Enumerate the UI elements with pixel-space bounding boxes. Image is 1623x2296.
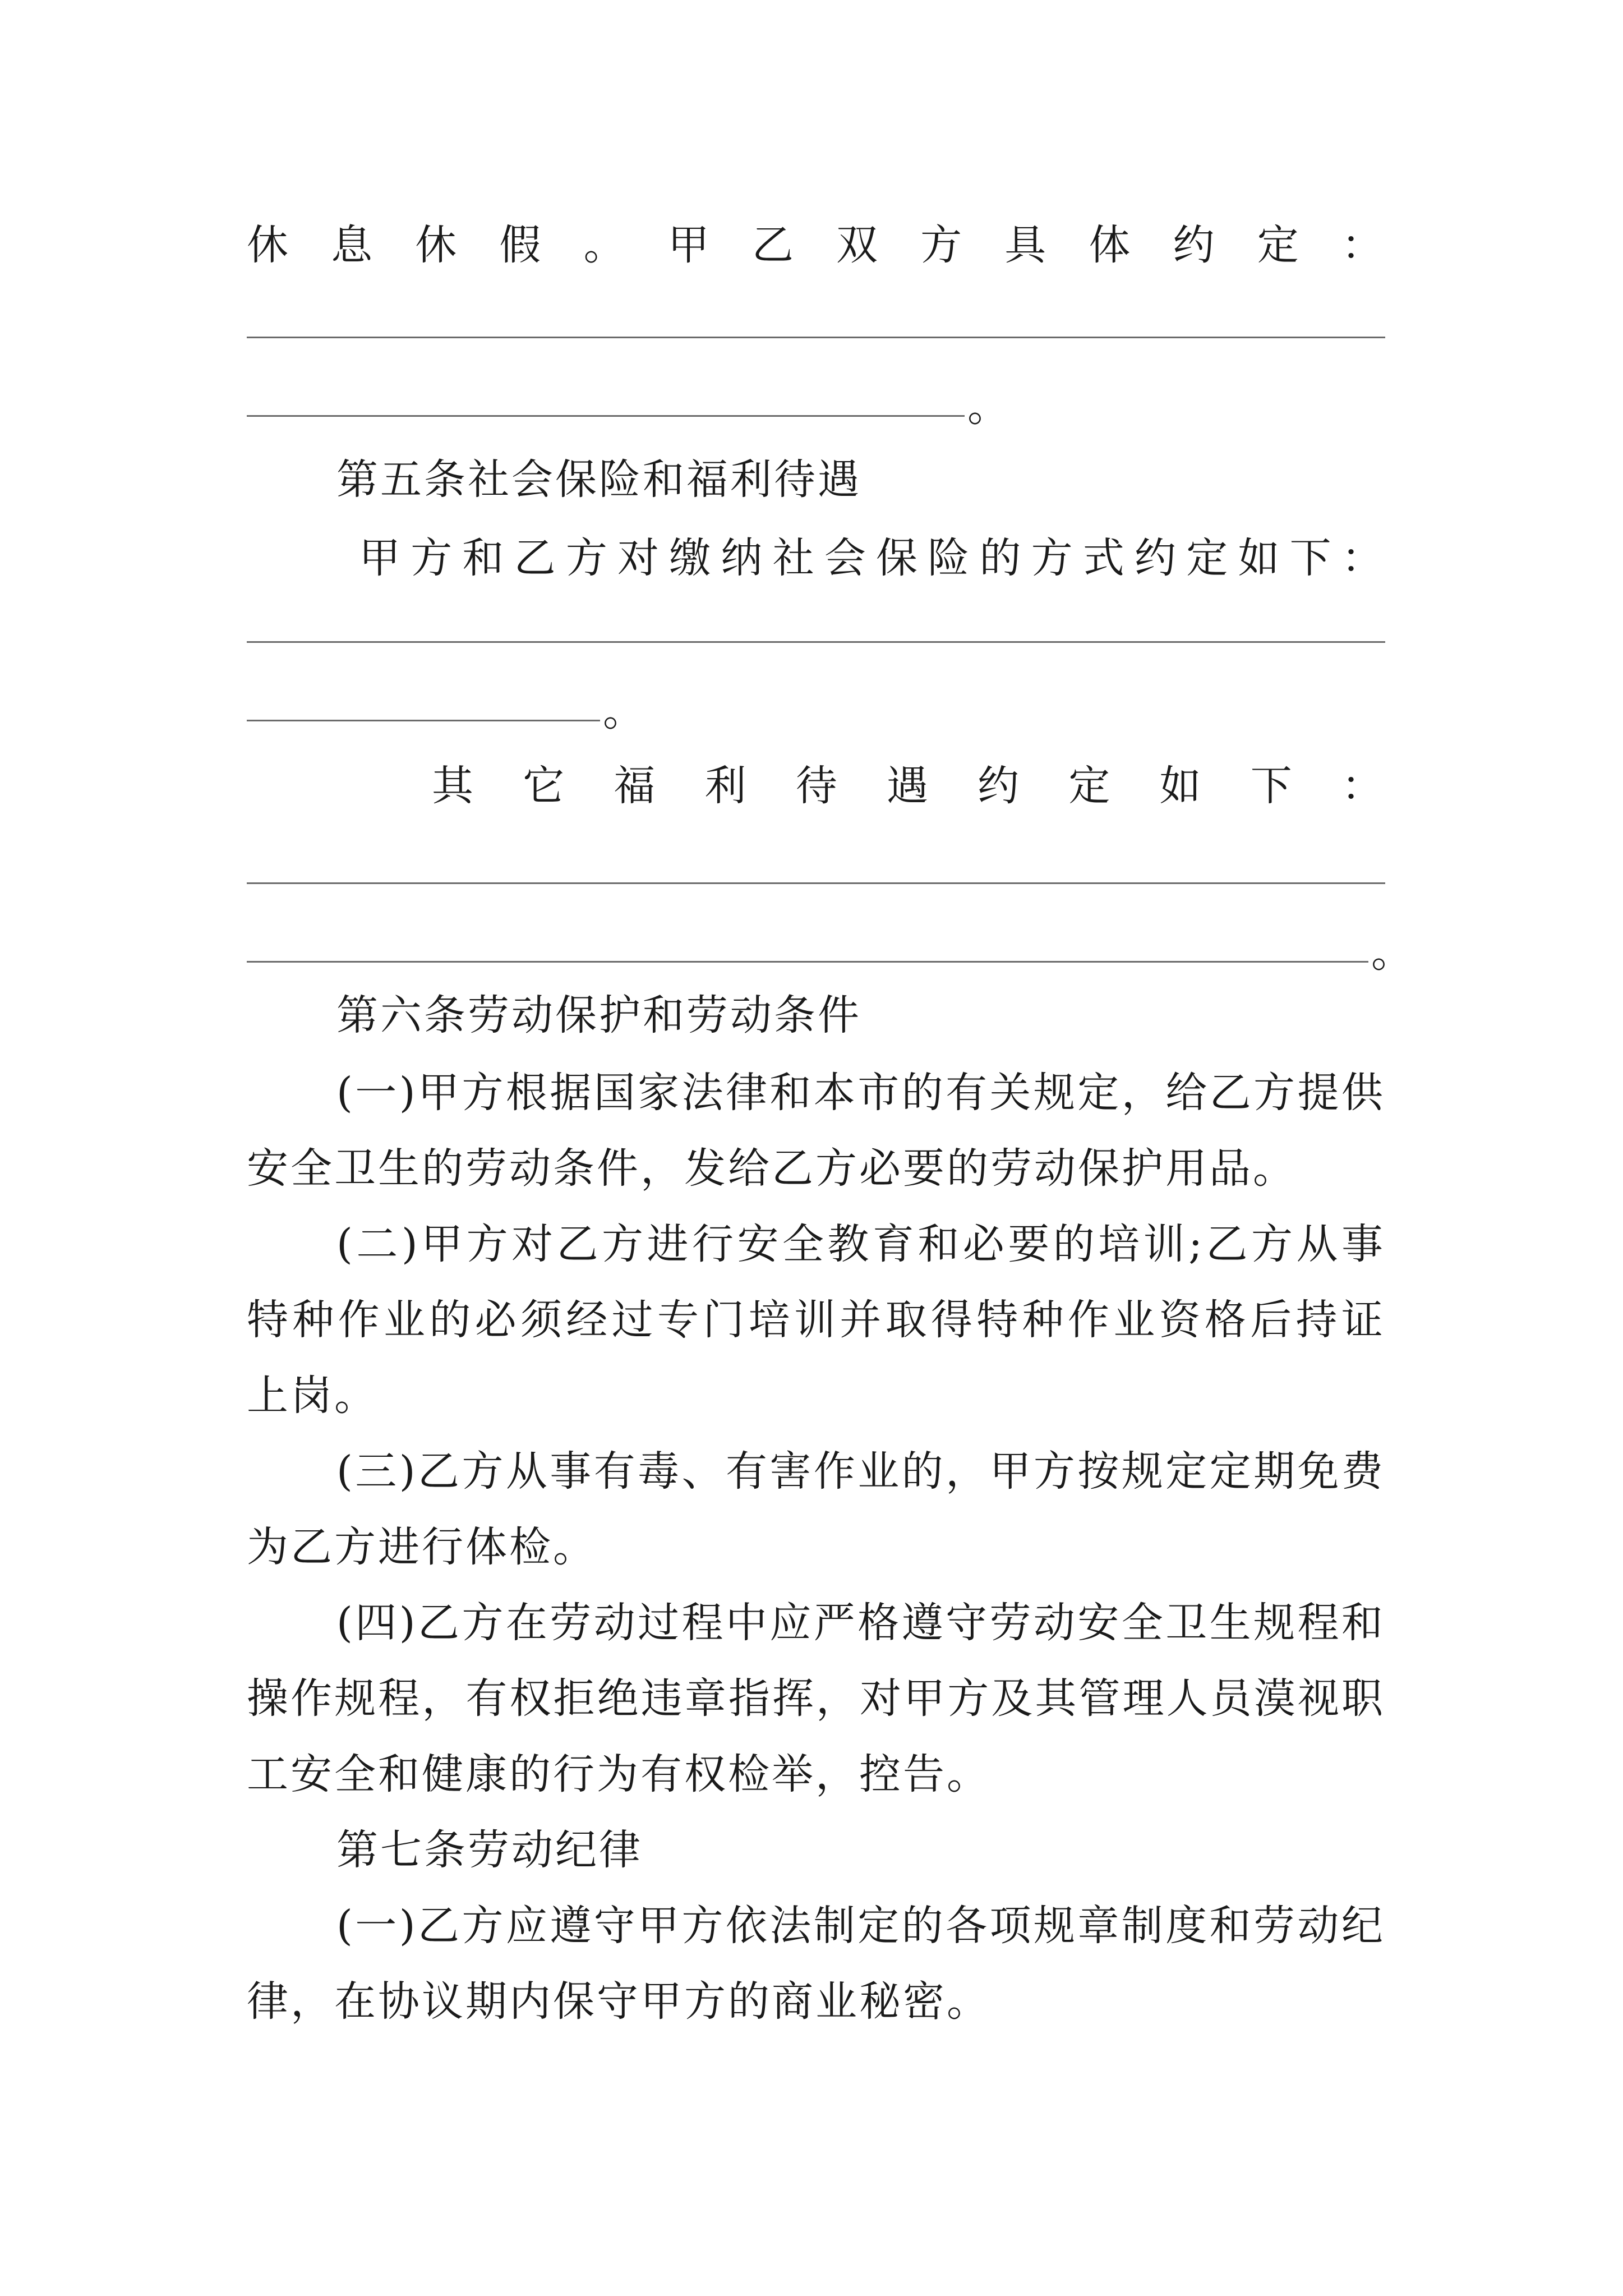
section-6-item-2-line-3: 上岗。 (247, 1372, 378, 1420)
text-char: 守 (946, 1599, 990, 1647)
text-char: 对 (860, 1674, 904, 1723)
text-char: 式 (1082, 534, 1127, 582)
text-char: 方 (462, 1599, 506, 1647)
text-char: 。 (1253, 1144, 1297, 1193)
text-char: 有 (725, 1447, 769, 1496)
text-char: 甲 (359, 534, 403, 582)
text-char: 定 (1068, 762, 1113, 810)
text-char: 作 (291, 1674, 335, 1723)
text-char: 休 (247, 221, 291, 269)
text-char: 方 (1253, 1069, 1298, 1117)
text-char: 格 (1204, 1296, 1248, 1344)
text-char: 乙 (418, 1447, 462, 1496)
text-char: 件 (597, 1144, 640, 1193)
text-char: 规 (1121, 1447, 1165, 1496)
text-char: 的 (947, 1144, 990, 1193)
text-char: 关 (989, 1069, 1034, 1117)
text-char: 甲 (989, 1447, 1034, 1496)
text-char: 遵 (550, 1902, 594, 1950)
text-char: 全 (1121, 1599, 1165, 1647)
text-char: 法 (769, 1902, 814, 1950)
text-char: 得 (930, 1296, 975, 1344)
text-char: 理 (1122, 1674, 1166, 1723)
text-char: 甲 (638, 1902, 682, 1950)
period-mark: 。 (967, 383, 1009, 431)
text-char: 训 (1143, 1220, 1187, 1268)
text-char: 进 (647, 1220, 691, 1268)
text-char: 如 (1159, 762, 1204, 810)
text-char: 劳 (550, 1599, 594, 1647)
text-char: 过 (611, 1296, 656, 1344)
text-char: 度 (1165, 1902, 1210, 1950)
text-char: 保 (876, 534, 920, 582)
text-char: 用 (1165, 1144, 1209, 1193)
text-char: 作 (338, 1296, 382, 1344)
text-char: 定 (1257, 221, 1301, 269)
text-char: 种 (1022, 1296, 1066, 1344)
text-char: 定 (1209, 1447, 1253, 1496)
text-char: 下 (1250, 762, 1294, 810)
text-char: 动 (1297, 1902, 1341, 1950)
text-char: 如 (1238, 534, 1282, 582)
text-char: 国 (593, 1069, 638, 1117)
text-char: 的 (979, 534, 1023, 582)
text-char: 动 (1034, 1144, 1078, 1193)
text-char: 的 (422, 1144, 465, 1193)
text-char: 条 (553, 1144, 597, 1193)
text-char: 权 (509, 1674, 554, 1723)
text-char: 特 (247, 1296, 291, 1344)
text-char: 乙 (772, 1144, 815, 1193)
text-char: 安 (247, 1144, 291, 1193)
text-char: 规 (1033, 1902, 1077, 1950)
text-char: 乙 (751, 221, 796, 269)
text-char: ) (401, 1220, 420, 1268)
text-char: ， (1121, 1069, 1165, 1117)
text-char: 要 (1008, 1220, 1052, 1268)
text-char: 具 (1004, 221, 1049, 269)
text-char: 业 (1113, 1296, 1158, 1344)
text-char: 它 (523, 762, 567, 810)
text-char: 作 (813, 1447, 857, 1496)
section-6-item-3-line-1 (336, 1441, 1385, 1502)
text-char: 动 (509, 1144, 553, 1193)
text-char: 遇 (886, 762, 930, 810)
text-char: 。 (583, 221, 628, 269)
text-char: 待 (795, 762, 840, 810)
blank-rule (247, 961, 1368, 963)
text-char: 人 (1166, 1674, 1210, 1723)
text-char: 应 (769, 1599, 814, 1647)
text-char: 全 (782, 1220, 826, 1268)
text-char: 取 (885, 1296, 929, 1344)
section-6-item-2-line-2 (247, 1289, 1385, 1351)
section-6-title: 第六条劳动保护和劳动条件 (336, 991, 861, 1039)
text-char: 的 (429, 1296, 473, 1344)
blank-rule (247, 882, 1385, 884)
text-char: 发 (684, 1144, 728, 1193)
text-char: 缴 (669, 534, 713, 582)
text-char: 经 (566, 1296, 610, 1344)
text-char: 三 (355, 1447, 399, 1496)
text-char: ( (336, 1069, 355, 1117)
text-char: 训 (794, 1296, 838, 1344)
text-char: 护 (1122, 1144, 1165, 1193)
period-mark: 。 (603, 687, 644, 735)
text-char: 必 (962, 1220, 1007, 1268)
text-char: 利 (704, 762, 749, 810)
text-char: 供 (1341, 1069, 1385, 1117)
section-7-item-1-line-2: 律，在协议期内保守甲方的商业秘密。 (247, 1977, 990, 2026)
text-char: 特 (976, 1296, 1021, 1344)
text-char: 有 (465, 1674, 510, 1723)
text-char: 规 (1033, 1069, 1077, 1117)
text-char: 提 (1297, 1069, 1341, 1117)
text-char: 方 (815, 1144, 859, 1193)
text-char: 要 (903, 1144, 947, 1193)
text-char: 家 (638, 1069, 682, 1117)
text-char: 二 (356, 1220, 400, 1268)
text-char: 双 (836, 221, 880, 269)
text-char: 和 (769, 1069, 814, 1117)
text-char: 对 (511, 1220, 556, 1268)
text-char: 的 (901, 1069, 946, 1117)
text-char: 假 (499, 221, 543, 269)
text-char: 方 (462, 1069, 506, 1117)
text-char: 下 (1289, 534, 1334, 582)
text-char: 劳 (1253, 1902, 1298, 1950)
social-insurance-line (359, 527, 1385, 589)
text-char: 方 (1251, 1220, 1295, 1268)
text-char: 业 (383, 1296, 427, 1344)
text-char: 休 (415, 221, 459, 269)
text-char: 守 (593, 1902, 638, 1950)
text-char: ： (1341, 221, 1385, 269)
text-char: ： (1341, 762, 1385, 810)
text-char: 从 (505, 1447, 550, 1496)
text-char: 乙 (556, 1220, 601, 1268)
text-char: 种 (292, 1296, 336, 1344)
text-char: 约 (1135, 534, 1179, 582)
text-char: 管 (1078, 1674, 1123, 1723)
section-7-item-1-line-1 (336, 1895, 1385, 1957)
text-char: 据 (550, 1069, 594, 1117)
blank-rule (247, 641, 1385, 643)
text-char: 严 (813, 1599, 857, 1647)
text-char: 险 (928, 534, 972, 582)
text-char: 及 (991, 1674, 1035, 1723)
text-char: 必 (859, 1144, 903, 1193)
text-char: 定 (1165, 1447, 1210, 1496)
text-char: 定 (1077, 1069, 1122, 1117)
text-char: 劳 (989, 1599, 1034, 1647)
text-char: 约 (1173, 221, 1217, 269)
text-char: 、 (681, 1447, 726, 1496)
text-char: 品 (1209, 1144, 1253, 1193)
text-char: 视 (1297, 1674, 1341, 1723)
text-char: 程 (681, 1599, 726, 1647)
text-char: 的 (901, 1902, 946, 1950)
text-char: ; (1188, 1220, 1205, 1268)
text-char: ， (422, 1674, 466, 1723)
section-6-item-1-line-1 (336, 1062, 1385, 1124)
text-char: 的 (901, 1447, 946, 1496)
text-char: 甲 (667, 221, 712, 269)
text-char: 律 (725, 1069, 769, 1117)
text-char: 须 (520, 1296, 564, 1344)
text-char: 方 (947, 1674, 992, 1723)
text-char: 害 (769, 1447, 814, 1496)
text-char: 教 (827, 1220, 872, 1268)
text-char: 给 (728, 1144, 772, 1193)
text-char: 业 (857, 1447, 902, 1496)
text-char: 专 (657, 1296, 701, 1344)
text-char: 福 (614, 762, 658, 810)
text-char: 定 (1186, 534, 1230, 582)
text-char: ) (399, 1902, 418, 1950)
text-char: 社 (772, 534, 817, 582)
text-char: 方 (565, 534, 610, 582)
text-char: 乙 (1206, 1220, 1250, 1268)
text-char: 制 (813, 1902, 857, 1950)
text-char: ， (816, 1674, 860, 1723)
text-char: 一 (355, 1069, 399, 1117)
text-char: 费 (1341, 1447, 1385, 1496)
text-char: 免 (1297, 1447, 1341, 1496)
text-char: 有 (593, 1447, 638, 1496)
text-char: 挥 (772, 1674, 816, 1723)
text-char: 其 (432, 762, 476, 810)
text-char: 方 (462, 1902, 506, 1950)
text-char: 指 (728, 1674, 772, 1723)
section-6-item-2-line-1 (336, 1213, 1385, 1275)
text-char: 其 (1035, 1674, 1079, 1723)
text-char: 本 (813, 1069, 857, 1117)
text-char: 员 (1210, 1674, 1254, 1723)
section-5-title: 第五条社会保险和福利待遇 (336, 455, 861, 504)
text-char: 一 (355, 1902, 399, 1950)
section-6-item-4-line-3: 工安全和健康的行为有权检举，控告。 (247, 1750, 990, 1798)
text-char: 章 (1077, 1902, 1122, 1950)
text-char: 方 (1033, 1447, 1077, 1496)
text-char: 会 (824, 534, 868, 582)
text-char: 按 (1077, 1447, 1122, 1496)
period-mark: 。 (1371, 928, 1413, 977)
section-6-item-4-line-2 (247, 1668, 1385, 1729)
text-char: 全 (291, 1144, 334, 1193)
section-6-item-1-line-2 (247, 1138, 1297, 1199)
text-char: 和 (1209, 1902, 1253, 1950)
text-char: 期 (1253, 1447, 1298, 1496)
text-char: 规 (334, 1674, 379, 1723)
text-char: 过 (638, 1599, 682, 1647)
text-char: 漠 (1253, 1674, 1298, 1723)
text-char: 生 (378, 1144, 422, 1193)
text-char: ( (336, 1447, 355, 1496)
text-char: 毒 (638, 1447, 682, 1496)
text-char: ： (1341, 534, 1385, 582)
text-char: 和 (462, 534, 506, 582)
text-char: 遵 (901, 1599, 946, 1647)
text-char: 体 (1089, 221, 1133, 269)
text-char: 拒 (553, 1674, 597, 1723)
text-char: 规 (1253, 1599, 1298, 1647)
text-char: 给 (1165, 1069, 1210, 1117)
text-char: 劳 (465, 1144, 509, 1193)
blank-rule (247, 720, 600, 721)
text-char: 动 (593, 1599, 638, 1647)
text-char: 息 (331, 221, 375, 269)
text-char: 从 (1296, 1220, 1340, 1268)
text-char: 中 (725, 1599, 769, 1647)
text-char: 在 (505, 1599, 550, 1647)
text-char: 持 (1295, 1296, 1340, 1344)
text-char: 生 (1209, 1599, 1253, 1647)
text-char: ( (336, 1220, 355, 1268)
text-char: 约 (978, 762, 1022, 810)
text-char: ( (336, 1902, 355, 1950)
text-char: 后 (1250, 1296, 1294, 1344)
text-char: 程 (1297, 1599, 1341, 1647)
text-char: 方 (466, 1220, 510, 1268)
text-char: 乙 (418, 1902, 462, 1950)
text-char: ， (640, 1144, 684, 1193)
text-char: 纪 (1341, 1902, 1385, 1950)
text-char: 乙 (514, 534, 558, 582)
text-char: 并 (840, 1296, 884, 1344)
text-char: 四 (355, 1599, 399, 1647)
text-char: 职 (1341, 1674, 1385, 1723)
text-char: 劳 (990, 1144, 1034, 1193)
text-char: 保 (1078, 1144, 1122, 1193)
text-char: 格 (857, 1599, 902, 1647)
text-char: 和 (917, 1220, 962, 1268)
text-char: 有 (946, 1069, 990, 1117)
text-char: 违 (640, 1674, 685, 1723)
text-char: 的 (1053, 1220, 1097, 1268)
text-char: 制 (1121, 1902, 1165, 1950)
text-char: 事 (1341, 1220, 1385, 1268)
text-char: 培 (1098, 1220, 1142, 1268)
text-char: 方 (1031, 534, 1075, 582)
text-char: 门 (703, 1296, 747, 1344)
rest-leave-line (247, 214, 1385, 276)
text-char: 方 (411, 534, 455, 582)
text-char: 资 (1159, 1296, 1203, 1344)
text-char: 绝 (597, 1674, 641, 1723)
text-char: 作 (1067, 1296, 1112, 1344)
text-char: 方 (462, 1447, 506, 1496)
text-char: 对 (617, 534, 662, 582)
text-char: 市 (857, 1069, 902, 1117)
text-char: 纳 (721, 534, 765, 582)
text-char: 操 (247, 1674, 291, 1723)
text-char: 乙 (418, 1599, 462, 1647)
text-char: 证 (1341, 1296, 1385, 1344)
section-6-item-4-line-1 (336, 1592, 1385, 1654)
text-char: 定 (857, 1902, 902, 1950)
text-char: ) (399, 1447, 418, 1496)
text-char: 安 (1077, 1599, 1122, 1647)
text-char: 法 (681, 1069, 726, 1117)
text-char: 程 (378, 1674, 422, 1723)
welfare-line (432, 755, 1385, 817)
text-char: ， (946, 1447, 990, 1496)
text-char: 育 (872, 1220, 916, 1268)
text-char: 和 (1341, 1599, 1385, 1647)
text-char: 项 (989, 1902, 1034, 1950)
text-char: 动 (1033, 1599, 1077, 1647)
text-char: ) (399, 1599, 418, 1647)
text-char: 根 (505, 1069, 550, 1117)
text-char: 甲 (903, 1674, 948, 1723)
blank-rule (247, 415, 965, 417)
text-char: 甲 (421, 1220, 465, 1268)
text-char: 方 (920, 221, 965, 269)
text-char: 章 (684, 1674, 728, 1723)
text-char: 乙 (1209, 1069, 1253, 1117)
text-char: 应 (505, 1902, 550, 1950)
text-char: 依 (725, 1902, 769, 1950)
text-char: 卫 (334, 1144, 378, 1193)
text-char: ) (399, 1069, 418, 1117)
section-7-title: 第七条劳动纪律 (336, 1826, 643, 1874)
section-6-item-3-line-2: 为乙方进行体检。 (247, 1523, 597, 1571)
text-char: ( (336, 1599, 355, 1647)
text-char: 方 (681, 1902, 726, 1950)
text-char: 方 (602, 1220, 646, 1268)
text-char: 行 (691, 1220, 736, 1268)
text-char: 培 (748, 1296, 792, 1344)
blank-rule (247, 337, 1385, 338)
text-char: 事 (550, 1447, 594, 1496)
text-char: 甲 (418, 1069, 462, 1117)
text-char: 必 (474, 1296, 519, 1344)
text-char: 各 (946, 1902, 990, 1950)
text-char: 卫 (1165, 1599, 1210, 1647)
text-char: 安 (737, 1220, 781, 1268)
